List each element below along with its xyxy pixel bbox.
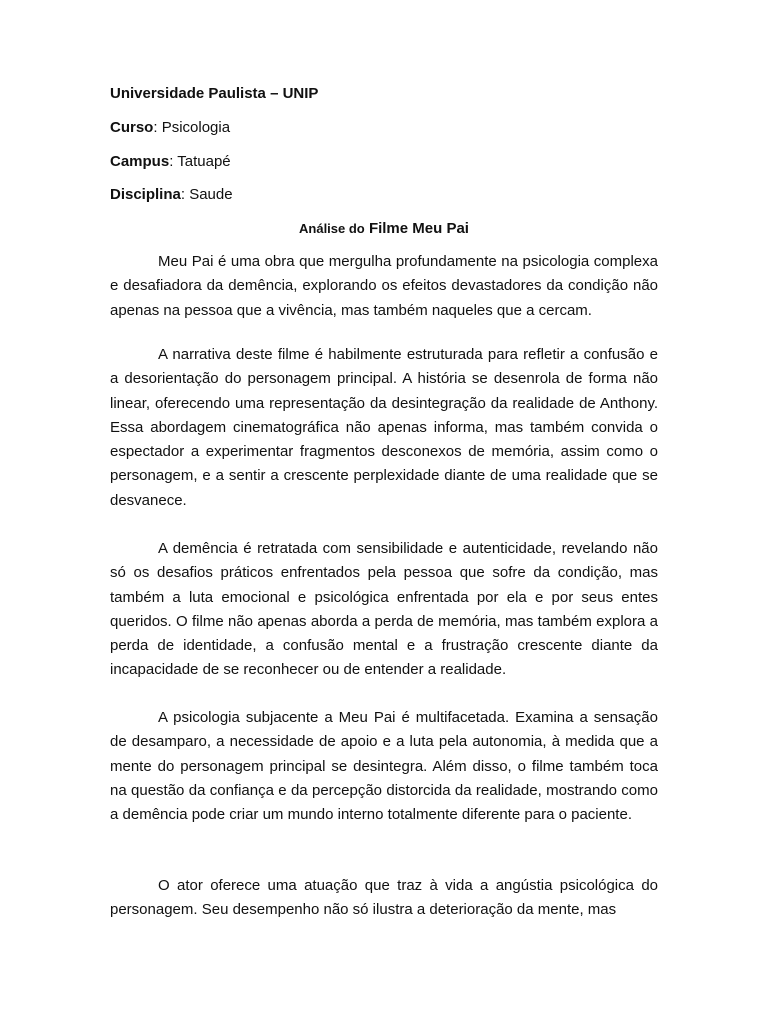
discipline-line: Disciplina: Saude [110,186,233,203]
paragraph-2-block [110,343,658,513]
paragraph: A psicologia subjacente a Meu Pai é multifacetada. Examina a sensação de desamparo, a necessidade de apoio e a luta pela autonomia, à medida que a mente do personagem principal se desintegra. Além disso, o filme também toca na questão da confiança e da percepção distorcida da realidade, mostrando como a demência pode criar um mundo interno totalmente diferente para o paciente. [110,709,658,824]
discipline-label: Disciplina [110,186,181,203]
paragraph: A narrativa deste filme é habilmente estruturada para refletir a confusão e a desorientação do personagem principal. A história se desenrola de forma não linear, oferecendo uma representação da desintegração da realidade de Anthony. Essa abordagem cinematográfica não apenas informa, mas também convida o espectador a experimentar fragmentos desconexos de memória, assim como o personagem, e a sentir a crescente perplexidade diante de uma realidade que se desvanece. [110,346,658,509]
paragraph: Meu Pai é uma obra que mergulha profundamente na psicologia complexa e desafiadora da demência, explorando os efeitos devastadores da condição não apenas na pessoa que a vivência, mas também naqueles que a cercam. [110,253,658,319]
document-title [0,219,768,239]
course-value: Psicologia [161,119,231,136]
discipline-value: Saude [189,186,233,203]
campus-value: Tatuapé [177,153,231,170]
paragraph-5-block [110,874,658,923]
university-name [110,84,318,104]
title-prefix: Análise do [299,221,365,236]
paragraph-1-block [110,250,658,323]
university-label: Universidade Paulista – UNIP [110,85,319,102]
title-main: Filme Meu Pai [368,220,469,237]
paragraph: A demência é retratada com sensibilidade e autenticidade, revelando não só os desafios práticos enfrentados pela pessoa que sofre da condição, mas também a luta emocional e psicológica enfrentada por ela e por seus entes queridos. O filme não apenas aborda a perda de memória, mas também explora a perda de identidade, a confusão mental e a frustração crescente diante da incapacidade de se reconhecer ou de entender a realidade. [110,540,658,679]
paragraph: O ator oferece uma atuação que traz à vida a angústia psicológica do personagem. Seu desempenho não só ilustra a deterioração da mente, mas [110,877,658,919]
campus-line: Campus: Tatuapé [110,153,231,170]
campus-label: Campus [110,153,170,170]
paragraph-4-block [110,706,658,827]
course-label: Curso [110,119,154,136]
paragraph-3-block [110,537,658,683]
course-line: Curso: Psicologia [110,119,231,136]
